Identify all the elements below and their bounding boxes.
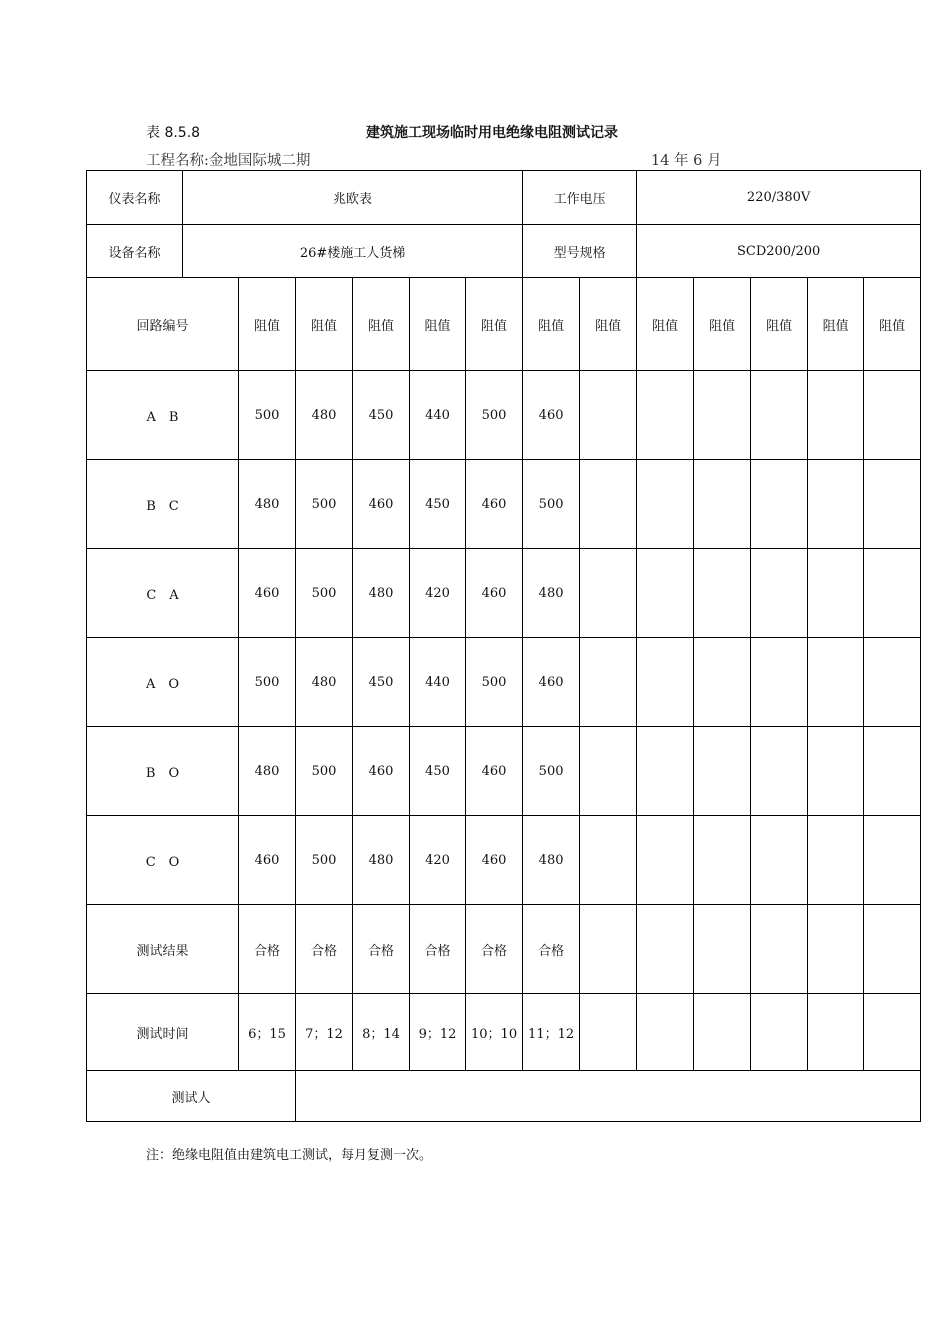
resistance-value: 500 [296,549,353,638]
project-name: 工程名称:金地国际城二期 [146,153,311,169]
table-row [87,638,921,727]
time-value [637,994,694,1071]
resistance-header: 阻值 [864,278,921,371]
resistance-value [580,371,637,460]
resistance-value: 450 [353,638,410,727]
resistance-value: 480 [296,638,353,727]
time-value [864,994,921,1071]
resistance-value: 450 [353,371,410,460]
resistance-value [864,638,921,727]
circuit-id: C O [87,816,239,905]
table-code: 表 8.5.8 [146,125,201,141]
result-value: 合格 [353,905,410,994]
resistance-value: 480 [523,816,580,905]
result-value [808,905,864,994]
resistance-header: 阻值 [410,278,466,371]
result-value: 合格 [410,905,466,994]
resistance-value: 450 [410,460,466,549]
resistance-header: 阻值 [637,278,694,371]
result-value [751,905,808,994]
device-row [87,225,921,278]
resistance-header: 阻值 [694,278,751,371]
table-row [87,460,921,549]
result-value: 合格 [296,905,353,994]
model-label: 型号规格 [523,225,637,278]
resistance-header: 阻值 [523,278,580,371]
result-value [580,905,637,994]
resistance-value [637,371,694,460]
resistance-value [637,549,694,638]
resistance-value [751,638,808,727]
circuit-label: 回路编号 [87,278,239,371]
time-row [87,994,921,1071]
resistance-value [864,460,921,549]
insulation-test-table [86,170,921,1122]
resistance-value: 440 [410,371,466,460]
instrument-row [87,171,921,225]
resistance-value [751,727,808,816]
time-value: 9；12 [410,994,466,1071]
document-title: 建筑施工现场临时用电绝缘电阻测试记录 [366,125,618,141]
resistance-header: 阻值 [580,278,637,371]
resistance-value: 500 [523,727,580,816]
resistance-value: 420 [410,816,466,905]
resistance-value: 500 [296,727,353,816]
time-value: 6；15 [239,994,296,1071]
resistance-value [751,460,808,549]
instrument-label: 仪表名称 [87,171,183,225]
result-value [864,905,921,994]
time-value [694,994,751,1071]
result-value [637,905,694,994]
circuit-id: B O [87,727,239,816]
resistance-value [637,816,694,905]
voltage-value: 220/380V [637,171,921,225]
table-row [87,549,921,638]
resistance-value [694,727,751,816]
resistance-header: 阻值 [353,278,410,371]
resistance-header: 阻值 [751,278,808,371]
resistance-value [808,727,864,816]
resistance-value: 500 [466,371,523,460]
resistance-value: 460 [466,727,523,816]
resistance-value [864,816,921,905]
result-label: 测试结果 [87,905,239,994]
result-value: 合格 [466,905,523,994]
resistance-value [694,460,751,549]
device-value: 26#楼施工人货梯 [183,225,523,278]
resistance-value [694,371,751,460]
circuit-id: A O [87,638,239,727]
circuit-id: C A [87,549,239,638]
table-row [87,371,921,460]
grid-header-row [87,278,921,371]
resistance-value: 460 [466,460,523,549]
resistance-value: 420 [410,549,466,638]
resistance-value [751,549,808,638]
resistance-value [637,727,694,816]
model-value: SCD200/200 [637,225,921,278]
resistance-value [694,816,751,905]
resistance-value [808,371,864,460]
resistance-value: 440 [410,638,466,727]
resistance-value [694,549,751,638]
resistance-value: 500 [523,460,580,549]
resistance-value [637,460,694,549]
record-date: 14 年 6 月 [651,153,722,169]
resistance-value [808,638,864,727]
time-label: 测试时间 [87,994,239,1071]
resistance-value [751,816,808,905]
circuit-id: A B [87,371,239,460]
resistance-value: 500 [296,816,353,905]
instrument-value: 兆欧表 [183,171,523,225]
result-value [694,905,751,994]
resistance-value: 480 [353,816,410,905]
resistance-header: 阻值 [296,278,353,371]
resistance-value: 460 [466,549,523,638]
tester-row [87,1071,921,1122]
tester-value [296,1071,921,1122]
table-row [87,816,921,905]
resistance-header: 阻值 [808,278,864,371]
resistance-value [808,816,864,905]
resistance-value: 480 [239,460,296,549]
voltage-label: 工作电压 [523,171,637,225]
time-value: 11；12 [523,994,580,1071]
resistance-value: 500 [296,460,353,549]
resistance-value [637,638,694,727]
resistance-value: 460 [239,549,296,638]
resistance-value: 500 [239,371,296,460]
resistance-value: 460 [523,371,580,460]
resistance-value: 480 [239,727,296,816]
resistance-value: 460 [523,638,580,727]
result-value: 合格 [239,905,296,994]
resistance-value [580,727,637,816]
tester-label: 测试人 [87,1071,296,1122]
resistance-value: 460 [353,460,410,549]
resistance-value [864,371,921,460]
resistance-value: 480 [353,549,410,638]
resistance-value: 460 [353,727,410,816]
footnote: 注：绝缘电阻值由建筑电工测试，每月复测一次。 [146,1148,433,1163]
resistance-value: 460 [239,816,296,905]
time-value [808,994,864,1071]
time-value: 7；12 [296,994,353,1071]
time-value: 8；14 [353,994,410,1071]
resistance-header: 阻值 [239,278,296,371]
time-value [580,994,637,1071]
resistance-value: 500 [239,638,296,727]
result-row [87,905,921,994]
time-value [751,994,808,1071]
resistance-value: 450 [410,727,466,816]
device-label: 设备名称 [87,225,183,278]
resistance-value [580,460,637,549]
circuit-id: B C [87,460,239,549]
resistance-value: 480 [523,549,580,638]
resistance-value [808,460,864,549]
resistance-value [580,638,637,727]
result-value: 合格 [523,905,580,994]
table-row [87,727,921,816]
resistance-value [694,638,751,727]
resistance-value [864,549,921,638]
resistance-value [580,549,637,638]
time-value: 10；10 [466,994,523,1071]
resistance-value [864,727,921,816]
resistance-header: 阻值 [466,278,523,371]
resistance-value [751,371,808,460]
resistance-value: 460 [466,816,523,905]
resistance-value [808,549,864,638]
resistance-value: 500 [466,638,523,727]
resistance-value [580,816,637,905]
resistance-value: 480 [296,371,353,460]
